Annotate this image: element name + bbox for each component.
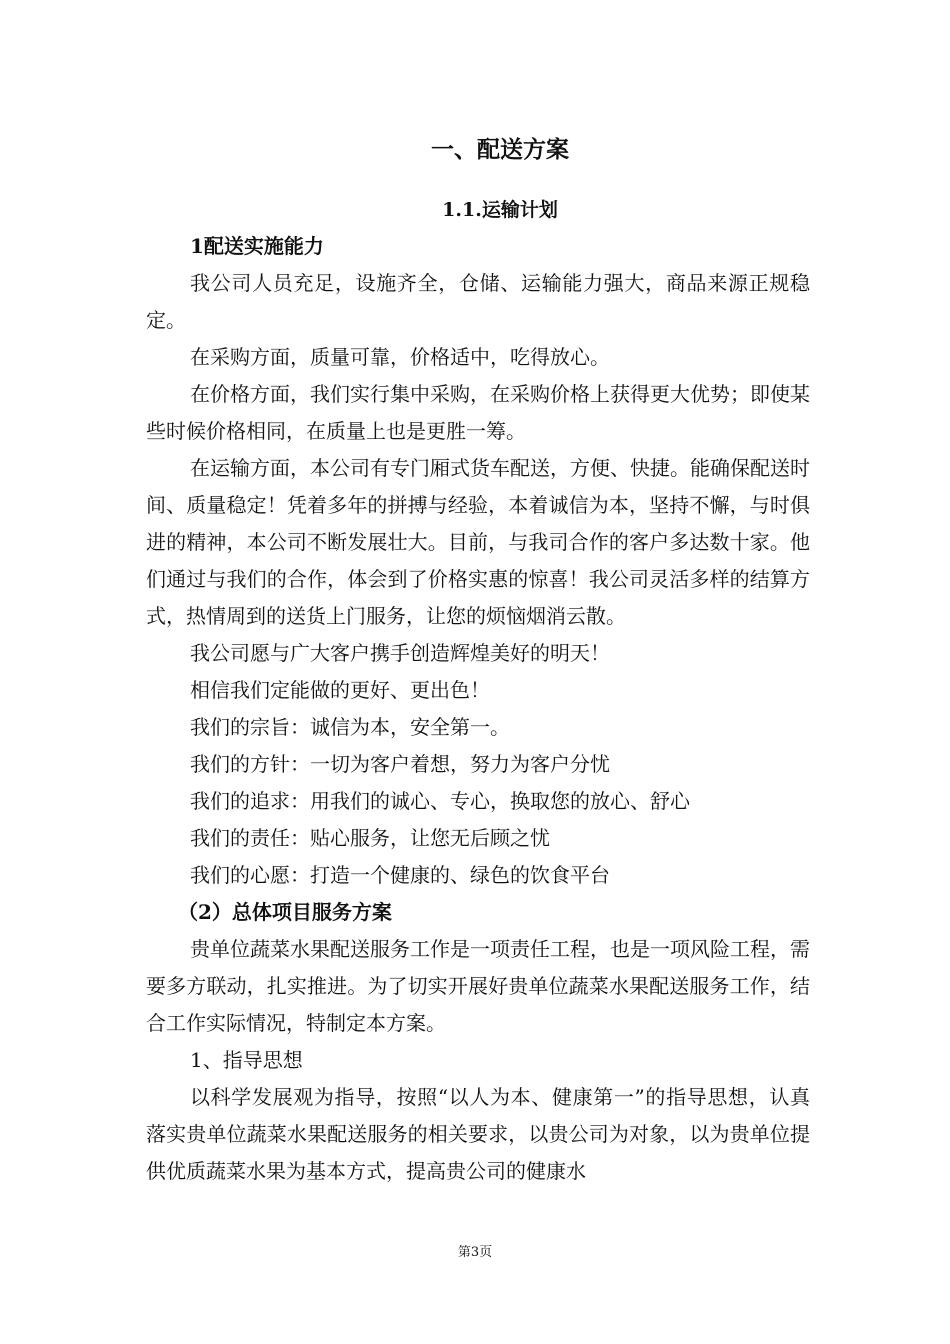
paragraph: 我们的追求：用我们的诚心、专心，换取您的放心、舒心 (190, 789, 690, 813)
paragraph: 我公司人员充足，设施齐全，仓储、运输能力强大，商品来源正规稳定。 (146, 271, 810, 332)
page-number: 第3页 (457, 1245, 493, 1260)
paragraph: 以科学发展观为指导，按照“以人为本、健康第一”的指导思想，认真落实贵单位蔬菜水果配送服务的相关要求，以贵公司为对象，以为贵单位提供优质蔬菜水果为基本方式，提高贵公司的健康水 (146, 1085, 810, 1183)
paragraph: 我们的方针：一切为客户着想，努力为客户分忧 (190, 752, 610, 776)
paragraph: 1、指导思想 (190, 1048, 303, 1072)
paragraph: 我们的心愿：打造一个健康的、绿色的饮食平台 (190, 863, 610, 887)
paragraph: 贵单位蔬菜水果配送服务工作是一项责任工程，也是一项风险工程，需要多方联动，扎实推进。为了切实开展好贵单位蔬菜水果配送服务工作，结合工作实际情况，特制定本方案。 (146, 937, 810, 1035)
paragraph: 在运输方面，本公司有专门厢式货车配送，方便、快捷。能确保配送时间、质量稳定！凭着多年的拼搏与经验，本着诚信为本，坚持不懈，与时俱进的精神，本公司不断发展壮大。目前，与我司合作的客户多达数十家。他们通过与我们的合作，体会到了价格实惠的惊喜！我公司灵活多样的结算方式，热情周到的送货上门服务，让您的烦恼烟消云散。 (146, 456, 810, 628)
section-title-1: 1配送实施能力 (190, 234, 324, 258)
section-title-2: （2）总体项目服务方案 (178, 900, 392, 924)
heading-2: 1.1.运输计划 (442, 199, 558, 221)
paragraph: 我们的宗旨：诚信为本，安全第一。 (190, 715, 510, 739)
paragraph: 我公司愿与广大客户携手创造辉煌美好的明天！ (190, 641, 610, 665)
paragraph: 在价格方面，我们实行集中采购，在采购价格上获得更大优势；即使某些时候价格相同，在质量上也是更胜一筹。 (146, 382, 810, 443)
document-body (146, 228, 810, 1190)
heading-1: 一、配送方案 (431, 136, 569, 163)
paragraph: 相信我们定能做的更好、更出色！ (190, 678, 490, 702)
paragraph: 在采购方面，质量可靠，价格适中，吃得放心。 (190, 345, 610, 369)
paragraph: 我们的责任：贴心服务，让您无后顾之忧 (190, 826, 550, 850)
